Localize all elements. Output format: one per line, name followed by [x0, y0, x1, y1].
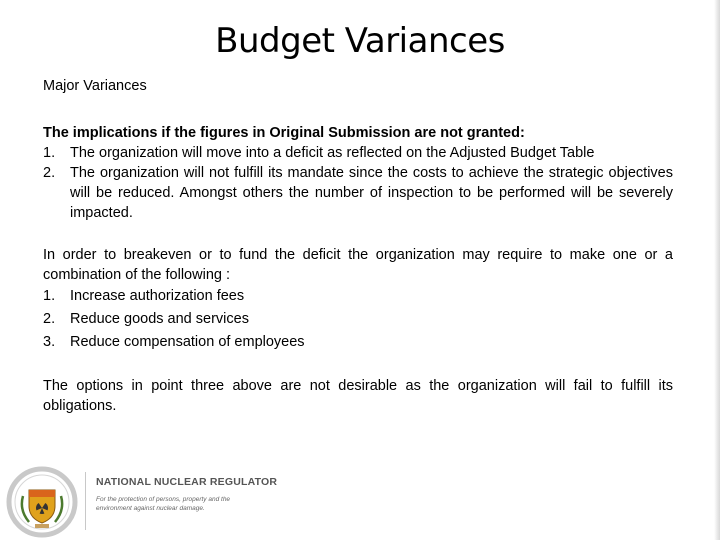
list-text: The organization will not fulfill its mandate since the costs to achieve the strategic objectives will be reduced. Amongst others the number of inspection to be performed will be severely impacted. [70, 165, 673, 221]
list-number: 2. [43, 165, 56, 181]
list-item [43, 331, 673, 354]
footer-logo [5, 466, 285, 538]
list-item [43, 163, 673, 223]
list-text: Increase authorization fees [70, 288, 245, 304]
slide-edge-shadow [714, 0, 720, 540]
slide-title: Budget Variances [215, 21, 505, 61]
list-number: 1. [43, 145, 56, 161]
list-text: Reduce compensation of employees [70, 334, 305, 350]
list-text: The organization will move into a deficit as reflected on the Adjusted Budget Table [70, 145, 595, 161]
list-item [43, 285, 673, 308]
list-text: Reduce goods and services [70, 311, 249, 327]
closing-paragraph: The options in point three above are not desirable as the organization will fail to fulfill its obligations. [43, 378, 673, 414]
implications-heading: The implications if the figures in Original Submission are not granted: [43, 125, 525, 141]
list-number: 3. [43, 334, 56, 350]
nnr-emblem-icon [5, 466, 79, 538]
list-item [43, 308, 673, 331]
org-tagline: For the protection of persons, property and the environment against nuclear damage. [96, 496, 231, 512]
breakeven-paragraph: In order to breakeven or to fund the deficit the organization may require to make one or a combination of the following : [43, 247, 673, 283]
list-number: 1. [43, 288, 56, 304]
list-item [43, 143, 673, 163]
options-list [43, 285, 673, 354]
implications-list [43, 143, 673, 223]
list-number: 2. [43, 311, 56, 327]
slide-content [43, 76, 673, 416]
org-name: NATIONAL NUCLEAR REGULATOR [96, 476, 278, 488]
subheading: Major Variances [43, 78, 147, 94]
logo-divider [85, 472, 86, 530]
